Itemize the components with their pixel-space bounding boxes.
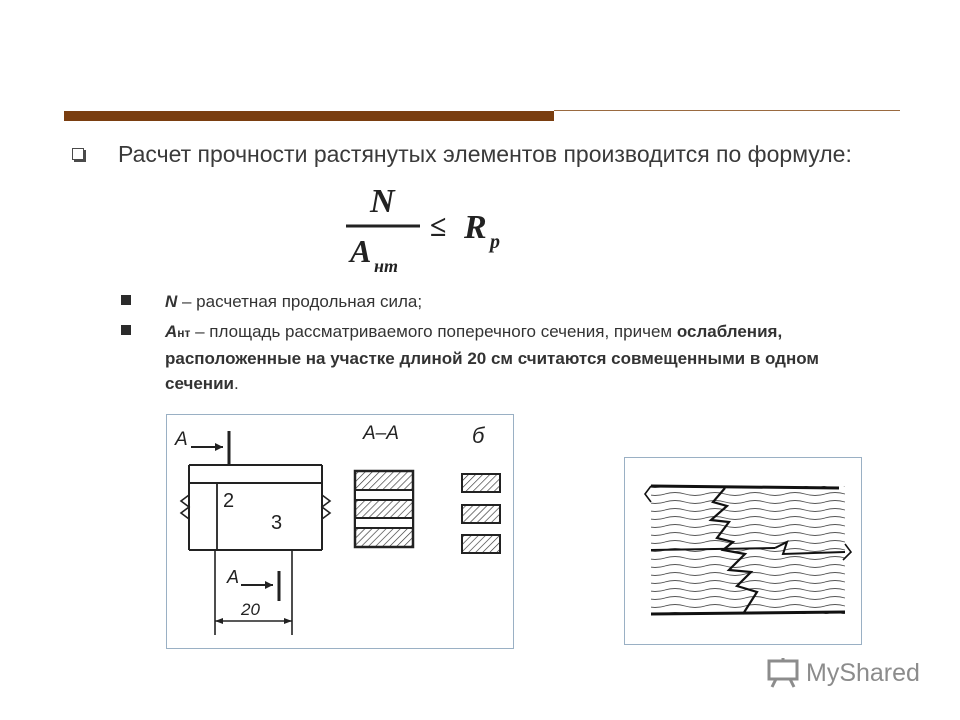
joint-weakening-diagram xyxy=(166,414,514,649)
section-label-a-bottom: А xyxy=(227,567,240,587)
presentation-board-icon xyxy=(766,658,800,688)
section-aa-hatched xyxy=(355,471,413,547)
formula-rhs: R xyxy=(464,209,487,246)
bolt-label-3: 3 xyxy=(271,512,283,534)
item-symbol: A xyxy=(165,322,178,341)
header-rule-thin xyxy=(554,110,900,111)
item-text-bold: ослабления, расположенные на участке длиной 20 см считаются совмещенными в одном сечении xyxy=(165,322,819,393)
section-label-b: б xyxy=(472,423,485,448)
strength-formula xyxy=(340,178,530,278)
section-label-aa: А–А xyxy=(363,423,399,444)
item-text-end: . xyxy=(233,374,239,393)
outline-square-bullet-icon xyxy=(72,148,84,160)
formula-numerator: N xyxy=(370,183,395,220)
item-text: – расчетная продольная сила; xyxy=(177,292,423,311)
list-item xyxy=(165,319,865,396)
timber-fracture-drawing xyxy=(624,457,862,645)
section-label-a-top: А xyxy=(175,429,188,450)
dimension-label-20: 20 xyxy=(241,600,260,619)
formula-operator: ≤ xyxy=(430,210,447,243)
item-symbol: N xyxy=(165,292,178,311)
watermark-text: MyShared xyxy=(806,658,920,687)
slide-heading: Расчет прочности растянутых элементов производится по формуле: xyxy=(118,141,852,167)
bolt-label-2: 2 xyxy=(223,490,235,512)
watermark-logo xyxy=(766,658,920,688)
item-symbol-sub: нт xyxy=(177,326,191,340)
item-text: – площадь рассматриваемого поперечного сечения, причем xyxy=(190,322,677,341)
formula-rhs-sub: p xyxy=(490,231,500,253)
formula-denominator-sub: нт xyxy=(374,256,398,276)
list-item xyxy=(165,289,865,314)
square-bullet-icon xyxy=(121,325,131,335)
square-bullet-icon xyxy=(121,295,131,305)
formula-denominator: A xyxy=(350,233,372,269)
header-rule-thick xyxy=(64,111,554,121)
